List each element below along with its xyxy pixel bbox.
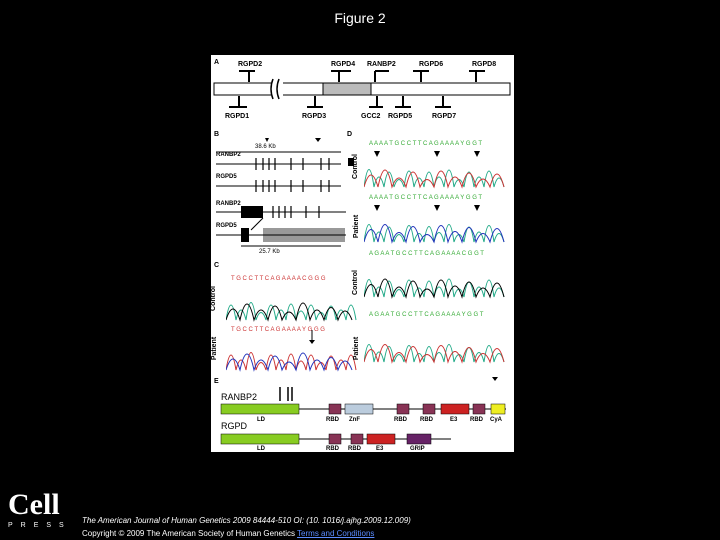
seq-c-patient: T G C C T T C A G A A A A Y G G G (231, 327, 325, 333)
seq-c-control: T G C C T T C A G A A A A C G G G (231, 276, 326, 282)
panel-a-letter: A (214, 59, 220, 66)
c-control-label: Control (209, 286, 217, 311)
citation: The American Journal of Human Genetics 2009 84444-510 OI: (10. 1016/j.ajhg.2009.12.009) (82, 516, 411, 525)
domain-cya: CyA (490, 417, 503, 423)
ranbp2-protein-label: RANBP2 (221, 392, 258, 402)
copyright-text: Copyright © 2009 The American Society of Human Genetics (82, 529, 295, 538)
size-25-label: 25.7 Kb (259, 249, 280, 255)
domain-grip: GRIP (410, 446, 425, 452)
panel-d-letter: D (347, 131, 353, 138)
figure-image (211, 55, 514, 452)
d-patient-label-2: Patient (353, 336, 361, 361)
logo-text: Cell (8, 488, 60, 521)
gene-rgpd8-label: RGPD8 (472, 61, 497, 68)
slide-title: Figure 2 (334, 10, 386, 26)
rgpd-protein-label: RGPD (221, 421, 248, 431)
gene-rgpd5-label: RGPD5 (388, 113, 413, 120)
ranbp2-row2-label: RANBP2 (216, 201, 241, 207)
d-patient-label-1: Patient (353, 214, 361, 239)
seq-d-1: A A A A T G C C T T C A G A A A A Y G G T (369, 141, 483, 147)
domain-rbd-6: RBD (348, 446, 361, 452)
domain-rbd-3: RBD (420, 417, 433, 423)
panel-b-letter: B (214, 131, 220, 138)
domain-ld-1: LD (257, 417, 265, 423)
panel-d-chromatograms (364, 147, 514, 387)
logo-subtext: PRESS (8, 522, 72, 529)
gene-ranbp2-label: RANBP2 (367, 61, 396, 68)
domain-rbd-5: RBD (326, 446, 339, 452)
gene-rgpd7-label: RGPD7 (432, 113, 457, 120)
gene-rgpd3-label: RGPD3 (302, 113, 327, 120)
panel-e-letter: E (214, 378, 219, 385)
d-control-label-1: Control (351, 154, 359, 179)
gene-rgpd2-label: RGPD2 (238, 61, 263, 68)
domain-rbd-2: RBD (394, 417, 407, 423)
domain-rbd-1: RBD (326, 417, 339, 423)
panel-a-chromosome (211, 55, 514, 115)
seq-d-3: A G A A T G C C T T C A G A A A A C G G T (369, 251, 484, 257)
panel-c-chromatograms (226, 280, 366, 380)
seq-d-2: A A A A T G C C T T C A G A A A A Y G G T (369, 195, 483, 201)
seq-d-4: A G A A T G C C T T C A G A A A A Y G G T (369, 312, 484, 318)
copyright-line (82, 529, 374, 538)
cell-press-logo (8, 490, 72, 529)
gene-rgpd1-label: RGPD1 (225, 113, 250, 120)
domain-e3-2: E3 (376, 446, 384, 452)
domain-znf: ZnF (349, 417, 360, 423)
domain-ld-2: LD (257, 446, 265, 452)
gene-rgpd4-label: RGPD4 (331, 61, 356, 68)
rgpd5-row2-label: RGPD5 (216, 223, 237, 229)
terms-link[interactable]: Terms and Conditions (297, 529, 375, 538)
gene-rgpd6-label: RGPD6 (419, 61, 444, 68)
c-patient-label: Patient (211, 336, 219, 361)
size-38-label: 38.6 Kb (255, 144, 276, 150)
rgpd5-row-label: RGPD5 (216, 174, 237, 180)
domain-rbd-4: RBD (470, 417, 483, 423)
panel-b-gene-diagram (211, 130, 361, 260)
domain-e3-1: E3 (450, 417, 458, 423)
panel-c-letter: C (214, 262, 220, 269)
gene-gcc2-label: GCC2 (361, 113, 381, 120)
d-control-label-2: Control (351, 270, 359, 295)
ranbp2-row-label: RANBP2 (216, 152, 241, 158)
